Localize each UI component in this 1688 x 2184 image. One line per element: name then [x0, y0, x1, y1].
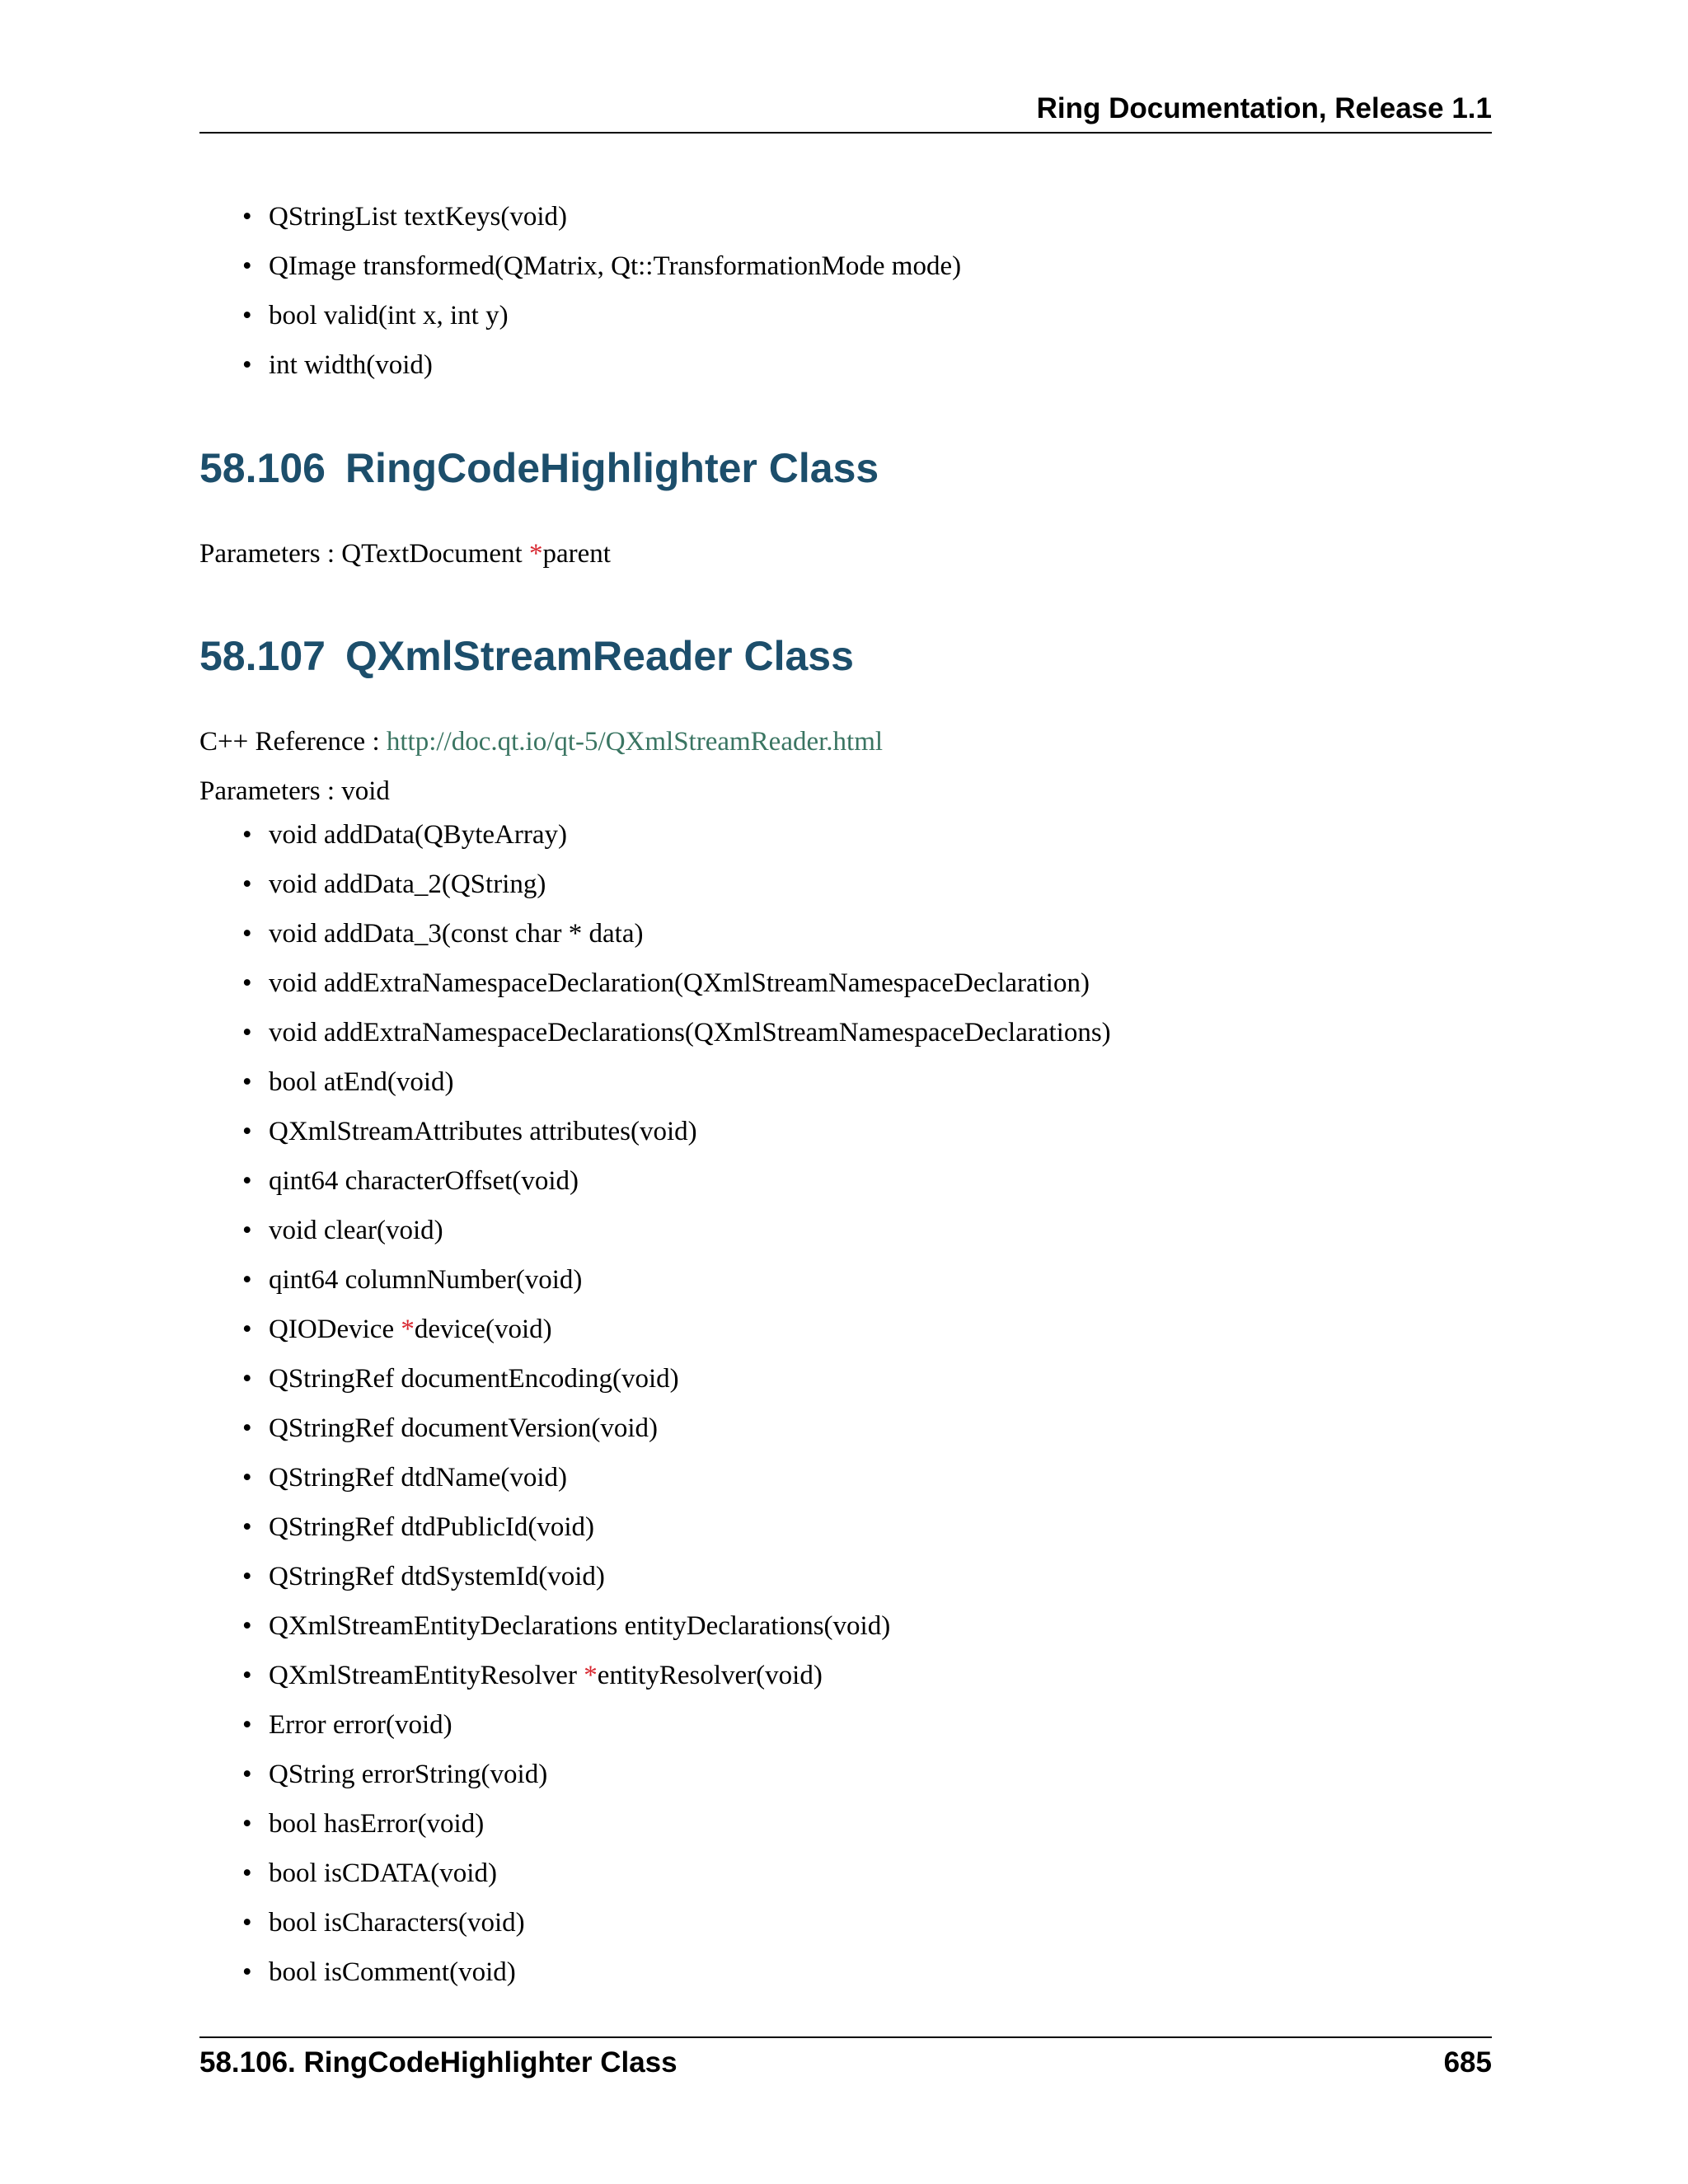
section-heading-qxmlstreamreader: [199, 631, 854, 681]
list-item: [199, 1651, 1492, 1700]
method-text: qint64 columnNumber(void): [269, 1265, 583, 1295]
method-text: QStringRef dtdSystemId(void): [269, 1562, 605, 1591]
method-text: void addData_3(const char * data): [269, 919, 644, 949]
cpp-reference-label: C++ Reference :: [199, 727, 387, 757]
list-item: • int width(void): [199, 340, 1492, 390]
method-text: bool isComment(void): [269, 1957, 516, 1987]
footer-section: 58.106. RingCodeHighlighter Class: [199, 2046, 678, 2079]
method-text: bool atEnd(void): [269, 1067, 454, 1097]
page-footer: [199, 2036, 1492, 2088]
method-text: QXmlStreamEntityDeclarations entityDeclarations(void): [269, 1611, 891, 1641]
method-text: void addExtraNamespaceDeclaration(QXmlStreamNamespaceDeclaration): [269, 968, 1090, 998]
list-item: [199, 1799, 1492, 1849]
list-item: [199, 1552, 1492, 1601]
method-text: QXmlStreamAttributes attributes(void): [269, 1117, 697, 1146]
list-item: [199, 1057, 1492, 1107]
list-item: [199, 1601, 1492, 1651]
section-title: QXmlStreamReader Class: [345, 633, 854, 679]
list-item: [199, 1156, 1492, 1206]
list-item: [199, 1255, 1492, 1305]
page-header: [199, 91, 1492, 134]
method-text: bool hasError(void): [269, 1809, 485, 1839]
method-text: QStringRef dtdPublicId(void): [269, 1512, 595, 1542]
method-text: QStringRef dtdName(void): [269, 1463, 568, 1493]
method-text: qint64 characterOffset(void): [269, 1166, 579, 1196]
list-item: • bool valid(int x, int y): [199, 291, 1492, 340]
list-item: [199, 958, 1492, 1008]
list-item: [199, 909, 1492, 958]
parameters-line: [199, 529, 611, 579]
page-number: 685: [1443, 2046, 1492, 2079]
cpp-reference-link[interactable]: http://doc.qt.io/qt-5/QXmlStreamReader.html: [386, 727, 884, 757]
cpp-reference-line: [199, 717, 883, 766]
parameters-label: Parameters : QTextDocument: [199, 539, 529, 569]
method-text: void addData_2(QString): [269, 869, 546, 899]
method-text: device(void): [414, 1315, 552, 1344]
list-item: [199, 1898, 1492, 1947]
section-number: 58.107: [199, 633, 326, 679]
method-text: QStringRef documentVersion(void): [269, 1413, 659, 1443]
header-title: Ring Documentation, Release 1.1: [1036, 92, 1492, 124]
list-item: [199, 1404, 1492, 1453]
pointer-star: *: [401, 1315, 415, 1344]
method-list-qimage: [199, 192, 1492, 390]
parameters-line: Parameters : void: [199, 776, 390, 806]
section-title: RingCodeHighlighter Class: [345, 445, 879, 491]
parameters-value: parent: [542, 539, 611, 569]
list-item: [199, 1453, 1492, 1502]
method-text: QIODevice: [269, 1315, 401, 1344]
method-list-qxmlstreamreader: [199, 810, 1492, 1997]
method-text: entityResolver(void): [597, 1661, 823, 1690]
method-text: bool isCharacters(void): [269, 1908, 525, 1938]
list-item: [199, 860, 1492, 909]
method-text: Error error(void): [269, 1710, 452, 1740]
method-text: QXmlStreamEntityResolver: [269, 1661, 584, 1690]
list-item: [199, 1700, 1492, 1750]
method-text: void clear(void): [269, 1216, 443, 1245]
list-item: • QStringList textKeys(void): [199, 192, 1492, 241]
list-item: [199, 1008, 1492, 1057]
list-item: [199, 1947, 1492, 1997]
list-item: [199, 1750, 1492, 1799]
list-item: [199, 1354, 1492, 1404]
pointer-star: *: [528, 539, 543, 569]
list-item: [199, 1107, 1492, 1156]
list-item: [199, 810, 1492, 860]
list-item: [199, 1502, 1492, 1552]
section-heading-ringcodehighlighter: [199, 443, 879, 493]
method-text: QStringRef documentEncoding(void): [269, 1364, 679, 1394]
list-item: [199, 1305, 1492, 1354]
method-text: bool isCDATA(void): [269, 1858, 497, 1888]
list-item: [199, 1206, 1492, 1255]
pointer-star: *: [584, 1661, 598, 1690]
method-text: void addData(QByteArray): [269, 820, 567, 850]
method-text: void addExtraNamespaceDeclarations(QXmlStreamNamespaceDeclarations): [269, 1018, 1111, 1047]
section-number: 58.106: [199, 445, 326, 491]
method-text: QString errorString(void): [269, 1760, 548, 1789]
list-item: [199, 1849, 1492, 1898]
list-item: • QImage transformed(QMatrix, Qt::TransformationMode mode): [199, 241, 1492, 291]
